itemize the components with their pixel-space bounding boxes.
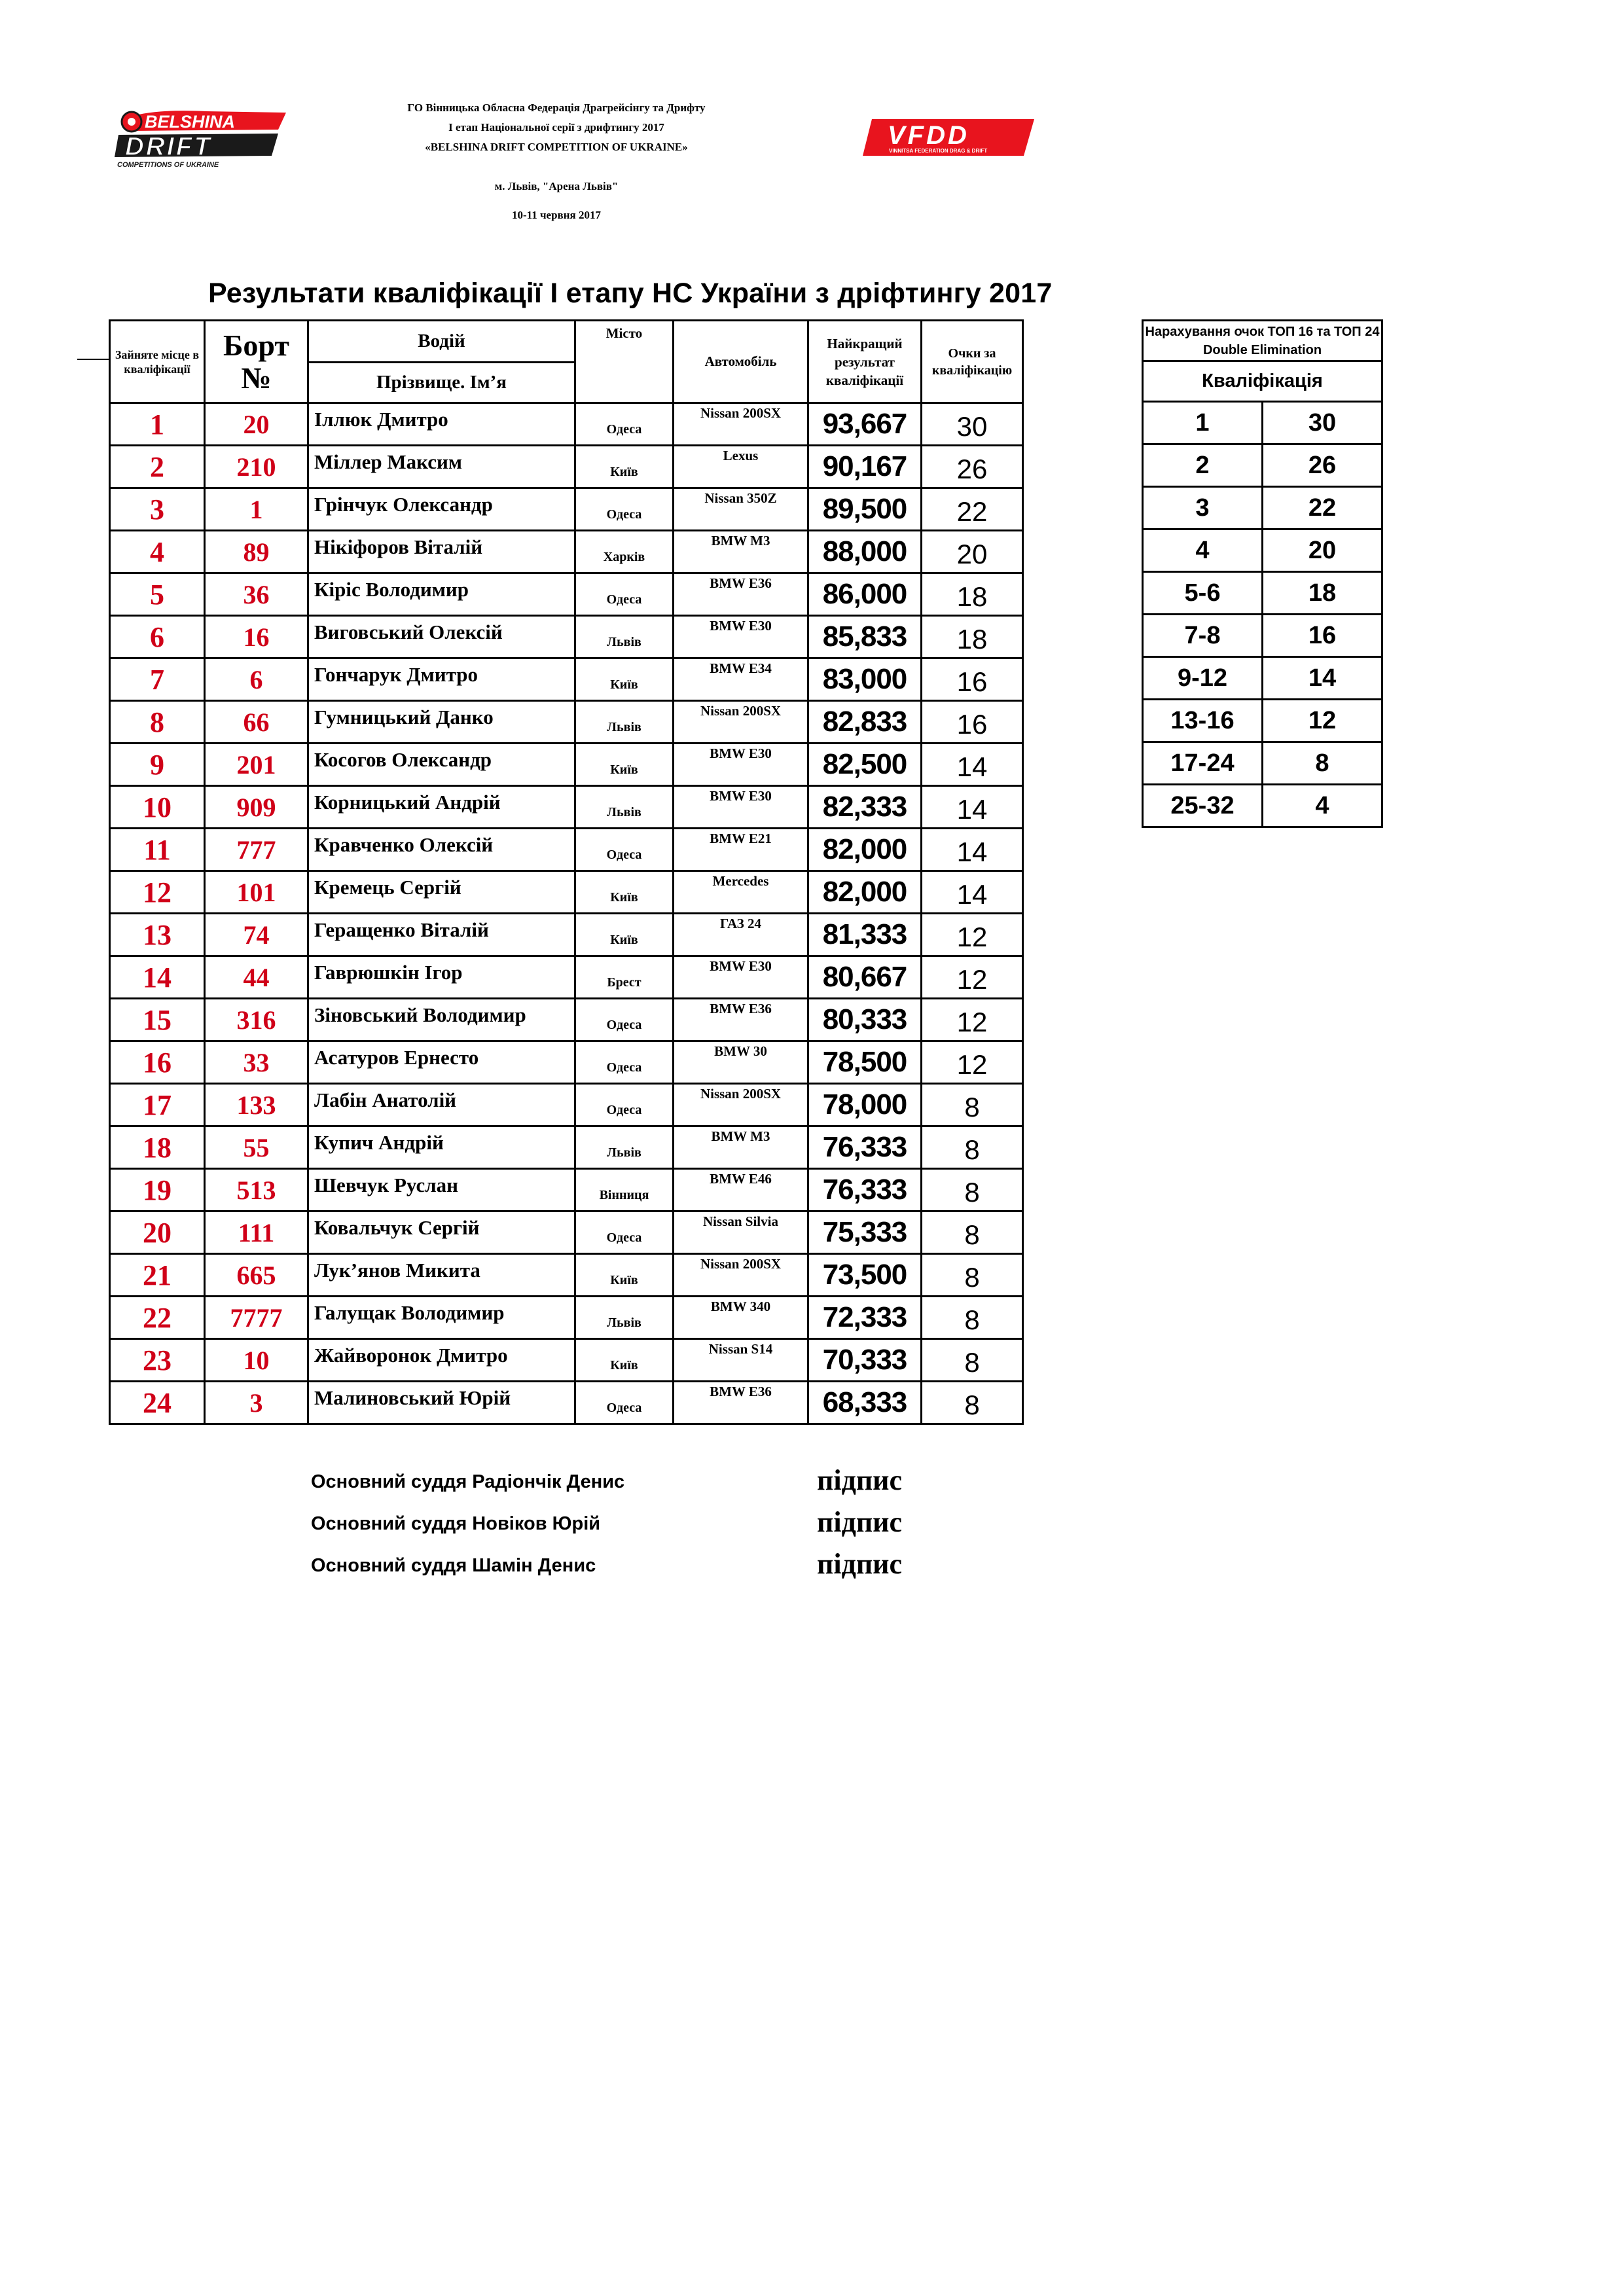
table-row [110,488,1023,531]
table-row [110,829,1023,871]
city-cell: Київ [575,744,674,786]
bort-cell: 665 [205,1254,308,1297]
best-result-cell: 75,333 [808,1211,922,1254]
city-cell: Львів [575,1297,674,1339]
driver-name-cell: Міллер Максим [308,446,575,488]
page-title: Результати кваліфікації І етапу НС України з дріфтингу 2017 [208,278,1053,309]
table-row [110,1169,1023,1211]
bort-cell: 89 [205,531,308,573]
bort-cell: 6 [205,658,308,701]
place-cell: 22 [110,1297,205,1339]
points-caption: Нарахування очок ТОП 16 та ТОП 24 Double Elimination [1143,321,1382,361]
place-cell: 3 [110,488,205,531]
best-result-cell: 80,333 [808,999,922,1041]
city-cell: Львів [575,786,674,829]
header-surname: Прізвище. Ім’я [308,363,575,403]
competition-name: «BELSHINA DRIFT COMPETITION OF UKRAINE» [425,141,688,153]
best-result-cell: 89,500 [808,488,922,531]
points-place-cell: 4 [1143,529,1263,572]
driver-name-cell: Кіріс Володимир [308,573,575,616]
points-row [1143,402,1382,444]
car-cell: BMW E46 [674,1169,808,1211]
driver-name-cell: Лук’янов Микита [308,1254,575,1297]
points-cell: 14 [922,871,1023,914]
city-cell: Київ [575,1339,674,1382]
car-cell: Nissan 200SX [674,1254,808,1297]
header-best-result: Найкращий результат кваліфікації [808,321,922,403]
table-row [110,744,1023,786]
driver-name-cell: Іллюк Дмитро [308,403,575,446]
driver-name-cell: Ковальчук Сергій [308,1211,575,1254]
logo-drift-text: DRIFT [125,132,212,161]
points-cell: 8 [922,1297,1023,1339]
place-cell: 13 [110,914,205,956]
car-cell: Nissan 200SX [674,403,808,446]
best-result-cell: 68,333 [808,1382,922,1424]
place-cell: 4 [110,531,205,573]
best-result-cell: 82,500 [808,744,922,786]
place-cell: 15 [110,999,205,1041]
points-cell: 8 [922,1211,1023,1254]
points-heading: Кваліфікація [1143,361,1382,402]
judge-1: Основний суддя Радіончік Денис [311,1471,625,1492]
points-row [1143,529,1382,572]
bort-cell: 513 [205,1169,308,1211]
car-cell: Lexus [674,446,808,488]
points-place-cell: 2 [1143,444,1263,487]
points-cell: 12 [922,999,1023,1041]
points-place-cell: 7-8 [1143,615,1263,657]
driver-name-cell: Малиновський Юрій [308,1382,575,1424]
organizer-block [340,98,772,225]
place-cell: 8 [110,701,205,744]
bort-cell: 7777 [205,1297,308,1339]
table-row [110,1126,1023,1169]
car-cell: BMW E36 [674,999,808,1041]
city-cell: Київ [575,658,674,701]
points-row [1143,785,1382,827]
points-place-cell: 3 [1143,487,1263,529]
best-result-cell: 81,333 [808,914,922,956]
stage-name: І етап Національної серії з дрифтингу 2017 [448,121,664,134]
city-cell: Одеса [575,488,674,531]
car-cell: Nissan Silvia [674,1211,808,1254]
points-place-cell: 5-6 [1143,572,1263,615]
driver-name-cell: Зіновський Володимир [308,999,575,1041]
driver-name-cell: Геращенко Віталій [308,914,575,956]
points-cell: 14 [922,829,1023,871]
table-row [110,446,1023,488]
points-cell: 12 [922,914,1023,956]
best-result-cell: 85,833 [808,616,922,658]
city-cell: Київ [575,914,674,956]
driver-name-cell: Жайворонок Дмитро [308,1339,575,1382]
judge-3: Основний суддя Шамін Денис [311,1555,596,1576]
driver-name-cell: Кремець Сергій [308,871,575,914]
best-result-cell: 88,000 [808,531,922,573]
car-cell: Nissan 200SX [674,701,808,744]
driver-name-cell: Шевчук Руслан [308,1169,575,1211]
header-city: Місто [575,321,674,403]
place-cell: 18 [110,1126,205,1169]
best-result-cell: 90,167 [808,446,922,488]
table-row [110,956,1023,999]
driver-name-cell: Гончарук Дмитро [308,658,575,701]
table-row [110,1382,1023,1424]
place-cell: 7 [110,658,205,701]
best-result-cell: 80,667 [808,956,922,999]
city-cell: Одеса [575,1084,674,1126]
margin-rule [77,359,110,360]
points-cell: 8 [922,1126,1023,1169]
logo-competitions-text: COMPETITIONS OF UKRAINE [117,161,219,169]
best-result-cell: 76,333 [808,1126,922,1169]
table-row [110,658,1023,701]
city-cell: Львів [575,701,674,744]
organizer-name: ГО Вінницька Обласна Федерація Драгрейсінгу та Дрифту [407,101,706,114]
car-cell: BMW E36 [674,1382,808,1424]
table-row [110,1211,1023,1254]
points-cell: 22 [922,488,1023,531]
table-row [110,531,1023,573]
driver-name-cell: Гумницький Данко [308,701,575,744]
points-row [1143,657,1382,700]
points-cell: 18 [922,573,1023,616]
bort-cell: 20 [205,403,308,446]
place-cell: 5 [110,573,205,616]
best-result-cell: 82,000 [808,871,922,914]
header-place: Зайняте місце в кваліфікації [110,321,205,403]
city-cell: Київ [575,871,674,914]
judge-2: Основний суддя Новіков Юрій [311,1513,601,1534]
points-cell: 26 [922,446,1023,488]
points-place-cell: 17-24 [1143,742,1263,785]
points-cell: 8 [922,1084,1023,1126]
best-result-cell: 78,500 [808,1041,922,1084]
car-cell: BMW E34 [674,658,808,701]
bort-cell: 201 [205,744,308,786]
place-cell: 10 [110,786,205,829]
city-cell: Одеса [575,1211,674,1254]
car-cell: BMW E30 [674,616,808,658]
points-place-cell: 1 [1143,402,1263,444]
driver-name-cell: Корницький Андрій [308,786,575,829]
points-value-cell: 12 [1263,700,1382,742]
driver-name-cell: Купич Андрій [308,1126,575,1169]
bort-cell: 55 [205,1126,308,1169]
bort-cell: 316 [205,999,308,1041]
driver-name-cell: Галущак Володимир [308,1297,575,1339]
best-result-cell: 76,333 [808,1169,922,1211]
city-cell: Львів [575,616,674,658]
bort-cell: 1 [205,488,308,531]
driver-name-cell: Грінчук Олександр [308,488,575,531]
bort-cell: 33 [205,1041,308,1084]
bort-cell: 111 [205,1211,308,1254]
bort-cell: 44 [205,956,308,999]
car-cell: BMW 340 [674,1297,808,1339]
city-cell: Одеса [575,403,674,446]
points-cell: 18 [922,616,1023,658]
driver-name-cell: Лабін Анатолій [308,1084,575,1126]
bort-cell: 133 [205,1084,308,1126]
place-cell: 20 [110,1211,205,1254]
points-cell: 12 [922,1041,1023,1084]
bort-cell: 36 [205,573,308,616]
car-cell: Mercedes [674,871,808,914]
car-cell: BMW M3 [674,531,808,573]
judge-3-signature: підпис [817,1548,903,1580]
header-bort: Борт № [205,321,308,403]
driver-name-cell: Кравченко Олексій [308,829,575,871]
points-cell: 8 [922,1382,1023,1424]
table-row [110,1084,1023,1126]
car-cell: Nissan 200SX [674,1084,808,1126]
best-result-cell: 73,500 [808,1254,922,1297]
car-cell: BMW E30 [674,786,808,829]
table-row [110,616,1023,658]
points-value-cell: 16 [1263,615,1382,657]
place-cell: 17 [110,1084,205,1126]
points-value-cell: 26 [1263,444,1382,487]
driver-name-cell: Гаврюшкін Ігор [308,956,575,999]
points-row [1143,700,1382,742]
car-cell: BMW E30 [674,956,808,999]
logo-vfdd-text: VFDD [888,121,969,150]
bort-cell: 10 [205,1339,308,1382]
belshina-drift-logo [115,105,295,170]
points-row [1143,742,1382,785]
car-cell: BMW E36 [674,573,808,616]
city-cell: Одеса [575,829,674,871]
points-cell: 12 [922,956,1023,999]
place-cell: 2 [110,446,205,488]
points-value-cell: 30 [1263,402,1382,444]
city-cell: Львів [575,1126,674,1169]
table-row [110,999,1023,1041]
points-place-cell: 9-12 [1143,657,1263,700]
points-cell: 30 [922,403,1023,446]
car-cell: BMW E21 [674,829,808,871]
table-row [110,403,1023,446]
city-cell: Одеса [575,1382,674,1424]
points-cell: 8 [922,1254,1023,1297]
best-result-cell: 82,833 [808,701,922,744]
points-cell: 8 [922,1169,1023,1211]
header-driver: Водій [308,321,575,363]
car-cell: Nissan 350Z [674,488,808,531]
city-cell: Київ [575,446,674,488]
vfdd-logo [863,118,1034,157]
points-cell: 8 [922,1339,1023,1382]
place-cell: 16 [110,1041,205,1084]
header-car: Автомобіль [674,321,808,403]
place-cell: 9 [110,744,205,786]
points-value-cell: 22 [1263,487,1382,529]
points-value-cell: 14 [1263,657,1382,700]
table-row [110,914,1023,956]
best-result-cell: 86,000 [808,573,922,616]
logo-vfdd-subtitle: VINNITSA FEDERATION DRAG & DRIFT [889,148,988,154]
place-cell: 19 [110,1169,205,1211]
driver-name-cell: Виговський Олексій [308,616,575,658]
place-cell: 14 [110,956,205,999]
points-cell: 14 [922,786,1023,829]
points-value-cell: 4 [1263,785,1382,827]
car-cell: BMW 30 [674,1041,808,1084]
points-row [1143,444,1382,487]
place-cell: 23 [110,1339,205,1382]
points-row [1143,615,1382,657]
header-points: Очки за кваліфікацію [922,321,1023,403]
car-cell: ГАЗ 24 [674,914,808,956]
points-cell: 20 [922,531,1023,573]
table-row [110,1297,1023,1339]
points-place-cell: 13-16 [1143,700,1263,742]
driver-name-cell: Косогов Олександр [308,744,575,786]
table-row [110,871,1023,914]
driver-name-cell: Асатуров Ернесто [308,1041,575,1084]
best-result-cell: 93,667 [808,403,922,446]
best-result-cell: 83,000 [808,658,922,701]
points-cell: 16 [922,658,1023,701]
bort-cell: 66 [205,701,308,744]
points-value-cell: 20 [1263,529,1382,572]
points-place-cell: 25-32 [1143,785,1263,827]
bort-cell: 909 [205,786,308,829]
city-cell: Харків [575,531,674,573]
table-row [110,573,1023,616]
table-row [110,1041,1023,1084]
bort-cell: 16 [205,616,308,658]
best-result-cell: 72,333 [808,1297,922,1339]
points-row [1143,487,1382,529]
points-cell: 14 [922,744,1023,786]
points-cell: 16 [922,701,1023,744]
table-row [110,1339,1023,1382]
place-cell: 12 [110,871,205,914]
bort-cell: 101 [205,871,308,914]
city-cell: Брест [575,956,674,999]
points-table [1142,319,1383,828]
best-result-cell: 70,333 [808,1339,922,1382]
place-cell: 21 [110,1254,205,1297]
car-cell: Nissan S14 [674,1339,808,1382]
car-cell: BMW M3 [674,1126,808,1169]
bort-cell: 777 [205,829,308,871]
table-row [110,1254,1023,1297]
place-cell: 6 [110,616,205,658]
place-cell: 1 [110,403,205,446]
best-result-cell: 78,000 [808,1084,922,1126]
best-result-cell: 82,000 [808,829,922,871]
table-row [110,786,1023,829]
points-value-cell: 18 [1263,572,1382,615]
venue: м. Львів, "Арена Львів" [494,180,619,192]
judge-1-signature: підпис [817,1464,903,1496]
best-result-cell: 82,333 [808,786,922,829]
judge-2-signature: підпис [817,1506,903,1538]
logo-belshina-text: BELSHINA [145,112,236,132]
city-cell: Одеса [575,573,674,616]
city-cell: Вінниця [575,1169,674,1211]
points-value-cell: 8 [1263,742,1382,785]
city-cell: Київ [575,1254,674,1297]
city-cell: Одеса [575,1041,674,1084]
event-dates: 10-11 червня 2017 [512,209,601,221]
place-cell: 24 [110,1382,205,1424]
points-row [1143,572,1382,615]
place-cell: 11 [110,829,205,871]
bort-cell: 210 [205,446,308,488]
results-table [109,319,1024,1425]
car-cell: BMW E30 [674,744,808,786]
driver-name-cell: Нікіфоров Віталій [308,531,575,573]
bort-cell: 3 [205,1382,308,1424]
bort-cell: 74 [205,914,308,956]
table-row [110,701,1023,744]
city-cell: Одеса [575,999,674,1041]
